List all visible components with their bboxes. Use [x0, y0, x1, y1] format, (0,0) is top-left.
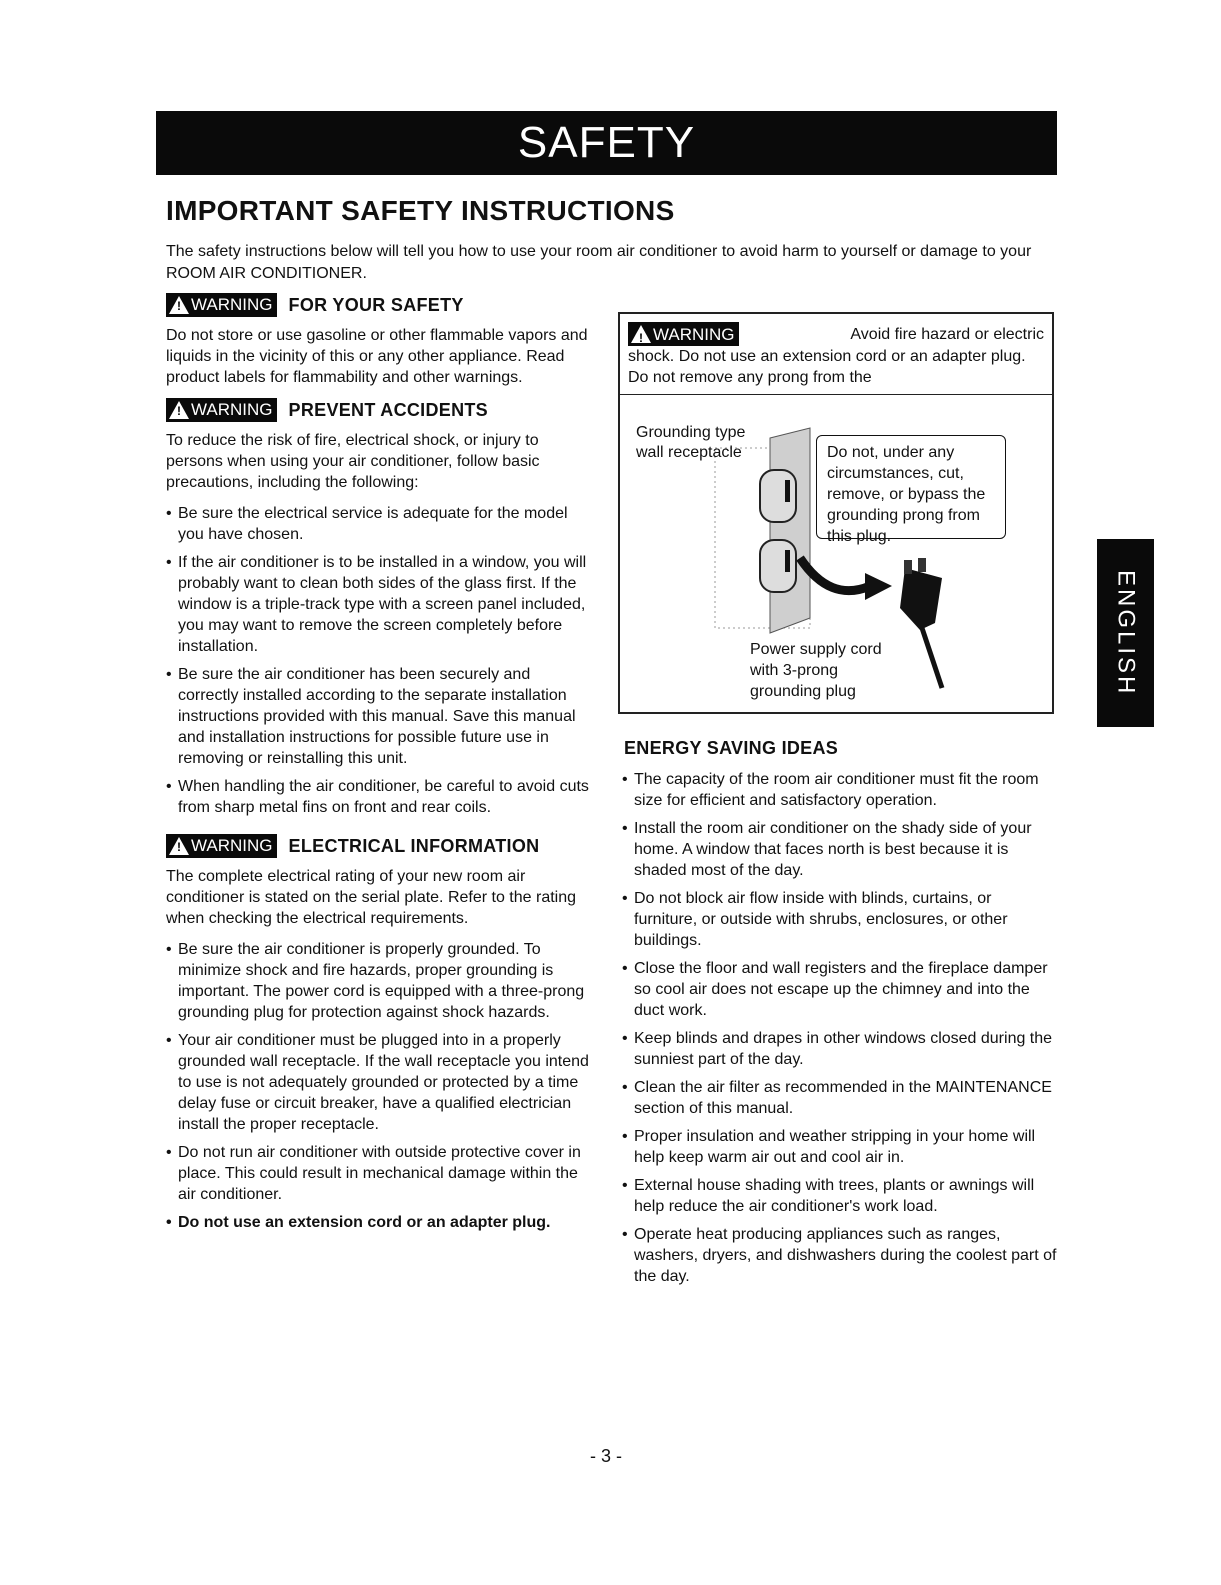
list-item: • Keep blinds and drapes in other windows closed during the sunniest part of the day.	[622, 1028, 1058, 1070]
page-header: SAFETY	[156, 111, 1057, 175]
warning-label: WARNING	[653, 324, 735, 344]
list-item: • Be sure the air conditioner is properly grounded. To minimize shock and fire hazards, proper grounding is important. The power cord is equipped with a three-prong grounding plug for protection against shock hazards.	[166, 939, 594, 1023]
list-item: • External house shading with trees, plants or awnings will help reduce the air conditioner's work load.	[622, 1175, 1058, 1217]
energy-list	[618, 769, 1058, 1287]
grounding-illustration	[620, 418, 1052, 712]
warning-triangle-icon: !	[169, 837, 189, 855]
grounding-warning-box	[618, 312, 1054, 714]
language-tab-label: ENGLISH	[1112, 569, 1140, 697]
list-item: • Be sure the electrical service is adequate for the model you have chosen.	[166, 503, 594, 545]
list-item: • Close the floor and wall registers and the fireplace damper so cool air does not escape up the chimney and into the duct work.	[622, 958, 1058, 1021]
warning-badge	[628, 322, 739, 346]
electrical-title: ELECTRICAL INFORMATION	[288, 835, 540, 856]
list-item: • If the air conditioner is to be installed in a window, you will probably want to clean both sides of the glass first. If the window is a triple-track type with a screen panel included, you may want to remove the screen completely before installation.	[166, 552, 594, 657]
language-tab	[1097, 539, 1154, 727]
list-item: • Do not block air flow inside with blinds, curtains, or furniture, or outside with shrubs, enclosures, or other buildings.	[622, 888, 1058, 951]
cord-label: Power supply cord with 3-prong grounding plug	[750, 641, 882, 700]
list-item: • Do not use an extension cord or an adapter plug.	[166, 1212, 594, 1233]
list-item: • Proper insulation and weather stripping in your home will help keep warm air out and cool air in.	[622, 1126, 1058, 1168]
list-item: • When handling the air conditioner, be careful to avoid cuts from sharp metal fins on front and rear coils.	[166, 776, 594, 818]
safety-text: Do not store or use gasoline or other flammable vapors and liquids in the vicinity of this or any other appliance. Read product labels for flammability and other warnings.	[166, 327, 588, 386]
warning-label: WARNING	[191, 836, 273, 855]
list-item: • Your air conditioner must be plugged into in a properly grounded wall receptacle. If the wall receptacle you intend to use is not adequately grounded or protected by a time delay fuse or circuit breaker, have a qualified electrician install the proper receptacle.	[166, 1030, 594, 1135]
list-item: • Operate heat producing appliances such as ranges, washers, dryers, and dishwashers during the coolest part of the day.	[622, 1224, 1058, 1287]
safety-title: FOR YOUR SAFETY	[288, 294, 464, 315]
electrical-heading	[166, 834, 594, 858]
intro-text: The safety instructions below will tell you how to use your room air conditioner to avoid harm to yourself or damage to your ROOM AIR CONDITIONER.	[166, 243, 1032, 282]
accidents-text: To reduce the risk of fire, electrical shock, or injury to persons when using your air conditioner, follow basic precautions, including the following:	[166, 432, 540, 491]
box-warning-text	[620, 314, 1052, 395]
list-item: • Clean the air filter as recommended in the MAINTENANCE section of this manual.	[622, 1077, 1058, 1119]
box-lead-text: Avoid fire hazard or electric	[850, 325, 1044, 343]
warning-triangle-icon: !	[169, 296, 189, 314]
warning-badge	[166, 293, 277, 317]
warning-badge	[166, 834, 277, 858]
warning-label: WARNING	[191, 400, 273, 419]
warning-badge	[166, 398, 277, 422]
accidents-title: PREVENT ACCIDENTS	[288, 399, 488, 420]
list-item: • Do not run air conditioner with outside protective cover in place. This could result in mechanical damage within the air conditioner.	[166, 1142, 594, 1205]
main-heading: IMPORTANT SAFETY INSTRUCTIONS	[166, 195, 675, 226]
page-number: - 3 -	[590, 1446, 623, 1466]
warning-triangle-icon: !	[169, 401, 189, 419]
right-column	[618, 312, 1058, 1297]
electrical-list	[166, 939, 594, 1233]
list-item: • Be sure the air conditioner has been securely and correctly installed according to the separate installation instructions provided with this manual. Save this manual and installation instructions for possible future use in removing or reinstalling this unit.	[166, 664, 594, 769]
electrical-text: The complete electrical rating of your new room air conditioner is stated on the serial plate. Refer to the rating when checking the electrical requirements.	[166, 868, 577, 927]
accidents-heading	[166, 398, 594, 422]
warning-triangle-icon: !	[631, 325, 651, 343]
left-column	[166, 293, 594, 1243]
safety-heading	[166, 293, 594, 317]
accidents-list	[166, 503, 594, 818]
list-item: • The capacity of the room air conditioner must fit the room size for efficient and satisfactory operation.	[622, 769, 1058, 811]
list-item: • Install the room air conditioner on the shady side of your home. A window that faces north is best because it is shaded most of the day.	[622, 818, 1058, 881]
grounding-callout: Do not, under any circumstances, cut, remove, or bypass the grounding prong from this plug.	[816, 435, 1006, 539]
grounding-label: Grounding type wall receptacle	[636, 424, 746, 461]
box-body-text: shock. Do not use an extension cord or an adapter plug. Do not remove any prong from the	[628, 348, 1026, 386]
warning-label: WARNING	[191, 295, 273, 314]
energy-title: ENERGY SAVING IDEAS	[624, 738, 839, 758]
